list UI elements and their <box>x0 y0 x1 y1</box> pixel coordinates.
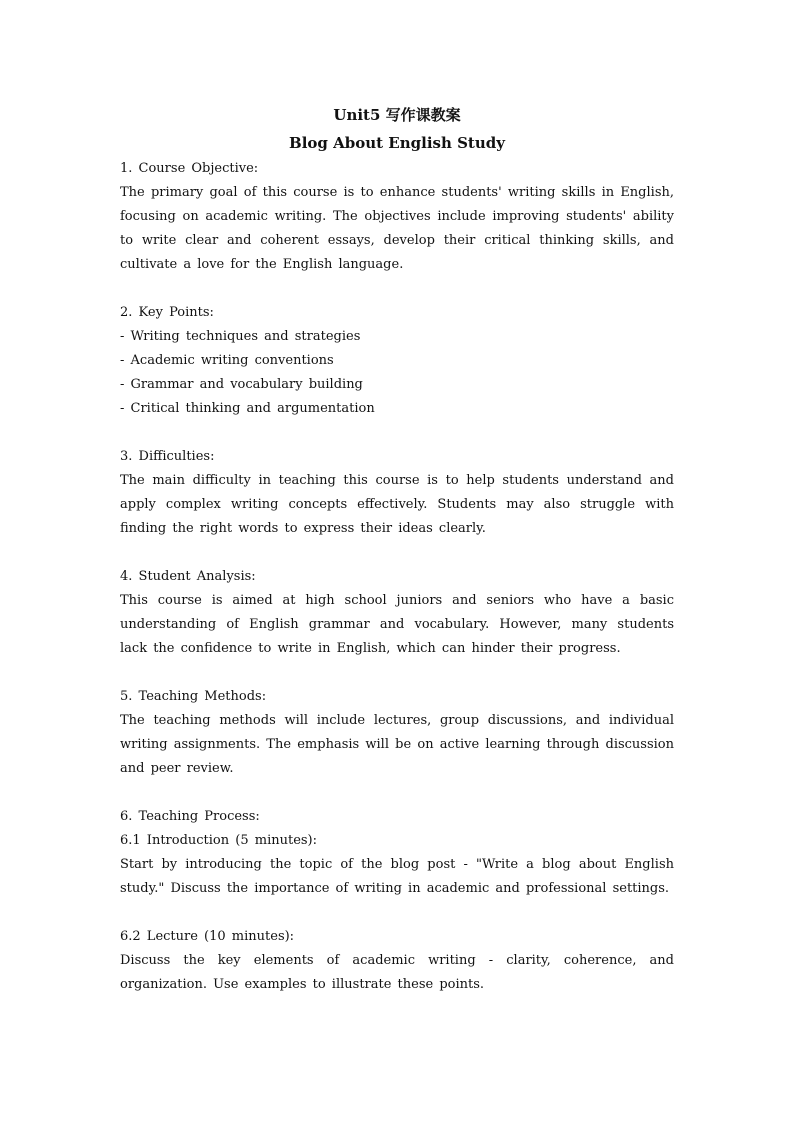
paragraph-gap <box>120 901 674 925</box>
section-paragraph: The primary goal of this course is to enhance students' writing skills in English, focusing on academic writing. The objectives include improving students' ability to write clear and coherent essays, develop their critical thinking skills, and cultivate a love for the English language. <box>120 185 674 272</box>
section-key-points <box>120 301 674 421</box>
section-heading: 6.2 Lecture (10 minutes): <box>120 929 295 944</box>
section-paragraph: This course is aimed at high school juniors and seniors who have a basic understanding of English grammar and vocabulary. However, many students lack the confidence to write in English, which can hinder their progress. <box>120 593 674 656</box>
list-item: - Writing techniques and strategies <box>120 329 361 344</box>
section-paragraph: The teaching methods will include lectures, group discussions, and individual writing assignments. The emphasis will be on active learning through discussion and peer review. <box>120 713 674 776</box>
section-paragraph: Start by introducing the topic of the blog post - "Write a blog about English study." Discuss the importance of writing in academic and professional settings. <box>120 857 674 896</box>
list-item: - Academic writing conventions <box>120 353 334 368</box>
section-heading: 6. Teaching Process: <box>120 809 260 824</box>
document-body <box>120 157 674 997</box>
paragraph-gap <box>120 541 674 565</box>
section-student-analysis <box>120 565 674 661</box>
section-lecture <box>120 925 674 997</box>
document-subtitle: Blog About English Study <box>289 134 505 152</box>
document-title: Unit5 写作课教案 <box>333 106 461 124</box>
section-teaching-process <box>120 805 674 901</box>
section-heading: 3. Difficulties: <box>120 449 215 464</box>
paragraph-gap <box>120 781 674 805</box>
key-points-list <box>120 325 674 421</box>
section-heading: 5. Teaching Methods: <box>120 689 267 704</box>
section-heading: 4. Student Analysis: <box>120 569 256 584</box>
section-paragraph: Discuss the key elements of academic writing - clarity, coherence, and organization. Use examples to illustrate these points. <box>120 953 674 992</box>
section-subheading: 6.1 Introduction (5 minutes): <box>120 833 318 848</box>
section-difficulties <box>120 445 674 541</box>
paragraph-gap <box>120 277 674 301</box>
section-teaching-methods <box>120 685 674 781</box>
paragraph-gap <box>120 661 674 685</box>
section-paragraph: The main difficulty in teaching this course is to help students understand and apply complex writing concepts effectively. Students may also struggle with finding the right words to express their ideas clearly. <box>120 473 674 536</box>
section-course-objective <box>120 157 674 277</box>
list-item: - Critical thinking and argumentation <box>120 401 375 416</box>
section-heading: 1. Course Objective: <box>120 161 259 176</box>
section-heading: 2. Key Points: <box>120 305 214 320</box>
list-item: - Grammar and vocabulary building <box>120 377 363 392</box>
paragraph-gap <box>120 421 674 445</box>
